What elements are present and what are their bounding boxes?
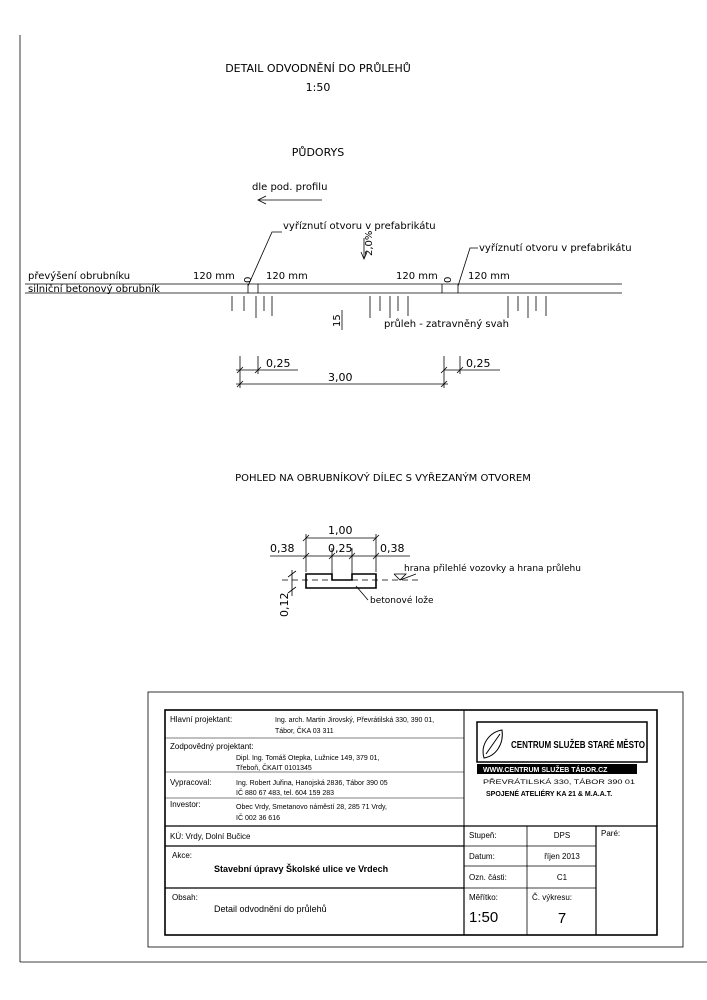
dim-038-right: 0,38: [380, 542, 405, 555]
dim-012: 0,12: [278, 592, 291, 617]
direction-note: dle pod. profilu: [252, 182, 328, 193]
dim-0-a: 0: [243, 276, 254, 283]
ku-label: KÚ: Vrdy, Dolní Bučice: [170, 832, 251, 841]
part-value: C1: [556, 873, 568, 882]
sheet-value: 7: [557, 910, 567, 927]
logo-studio: SPOJENÉ ATELIÉRY KA 21 & M.A.A.T.: [486, 791, 613, 798]
resp-value-2: Třeboň, ČKAIT 0101345: [236, 765, 312, 772]
date-label: Datum:: [469, 852, 495, 861]
curb-raise-label: převýšení obrubníku: [28, 271, 131, 282]
slope-label: 2,0%: [364, 230, 375, 256]
dim-038-left: 0,38: [270, 542, 295, 555]
drawn-label: Vypracoval:: [170, 778, 212, 787]
stage-label: Stupeň:: [469, 831, 497, 840]
dim-300: 3,00: [328, 371, 353, 384]
dim-025-right: 0,25: [466, 357, 491, 370]
curb-label: silniční betonový obrubník: [28, 284, 160, 295]
investor-label: Investor:: [170, 800, 201, 809]
view-heading: POHLED NA OBRUBNÍKOVÝ DÍLEC S VYŘEZANÝM OTVOREM: [235, 473, 531, 484]
content-label: Obsah:: [172, 893, 198, 902]
logo-name: CENTRUM SLUŽEB STARÉ MĚSTO: [511, 740, 678, 751]
content-value: Detail odvodnění do průlehů: [214, 904, 327, 914]
dim-025-view: 0,25: [328, 542, 353, 555]
dim-120-a: 120 mm: [193, 271, 235, 282]
dim-120-d: 120 mm: [468, 271, 510, 282]
investor-value-1: Obec Vrdy, Smetanovo náměstí 28, 285 71 Vrdy,: [236, 804, 387, 811]
date-value: říjen 2013: [544, 852, 580, 861]
stage-value: DPS: [553, 831, 571, 840]
dim-0-b: 0: [443, 276, 454, 283]
dim-120-b: 120 mm: [266, 271, 308, 282]
drawing-title: DETAIL ODVODNĚNÍ DO PRŮLEHŮ: [225, 62, 411, 75]
edge-note: hrana přilehlé vozovky a hrana průlehu: [404, 564, 581, 574]
drawn-value-1: Ing. Robert Juřina, Hanojská 2836, Tábor 390 05: [236, 780, 388, 787]
resp-label: Zodpovědný projektant:: [170, 742, 254, 751]
logo-web: WWW.CENTRUM SLUŽEB TÁBOR.CZ: [483, 767, 608, 774]
lead-value-1: Ing. arch. Martin Jirovský, Převrátilská 330, 390 01,: [275, 717, 435, 724]
side-slope-label: 15: [332, 314, 343, 327]
scale-label: Měřítko:: [469, 893, 498, 902]
dim-120-c: 120 mm: [396, 271, 438, 282]
scale-value: 1:50: [469, 909, 499, 926]
copy-label: Paré:: [601, 829, 621, 838]
sheet-label: Č. výkresu:: [532, 893, 573, 902]
action-label: Akce:: [172, 851, 193, 860]
resp-value-1: Dipl. Ing. Tomáš Otepka, Lužnice 149, 379 01,: [236, 755, 380, 762]
swale-label: průleh - zatravněný svah: [384, 319, 510, 330]
lead-value-2: Tábor, ČKA 03 311: [275, 728, 334, 735]
lead-label: Hlavní projektant:: [170, 715, 233, 724]
plan-heading: PŮDORYS: [291, 146, 345, 159]
investor-value-2: IČ 002 36 616: [236, 815, 280, 822]
drawn-value-2: IČ 880 67 483, tel. 604 159 283: [236, 790, 335, 797]
part-label: Ozn. části:: [469, 873, 507, 882]
cutout-note-right: vyříznutí otvoru v prefabrikátu: [479, 243, 632, 254]
logo-address: PŘEVRÁTILSKÁ 330, TÁBOR 390 01: [483, 780, 584, 786]
dim-100: 1,00: [328, 524, 353, 537]
leaf-icon: [483, 730, 502, 758]
drawing-scale: 1:50: [305, 81, 331, 94]
bed-note: betonové lože: [370, 596, 434, 606]
dim-025-left: 0,25: [266, 357, 291, 370]
cutout-note-left: vyříznutí otvoru v prefabrikátu: [283, 221, 436, 232]
action-value: Stavební úpravy Školské ulice ve Vrdech: [214, 864, 389, 874]
